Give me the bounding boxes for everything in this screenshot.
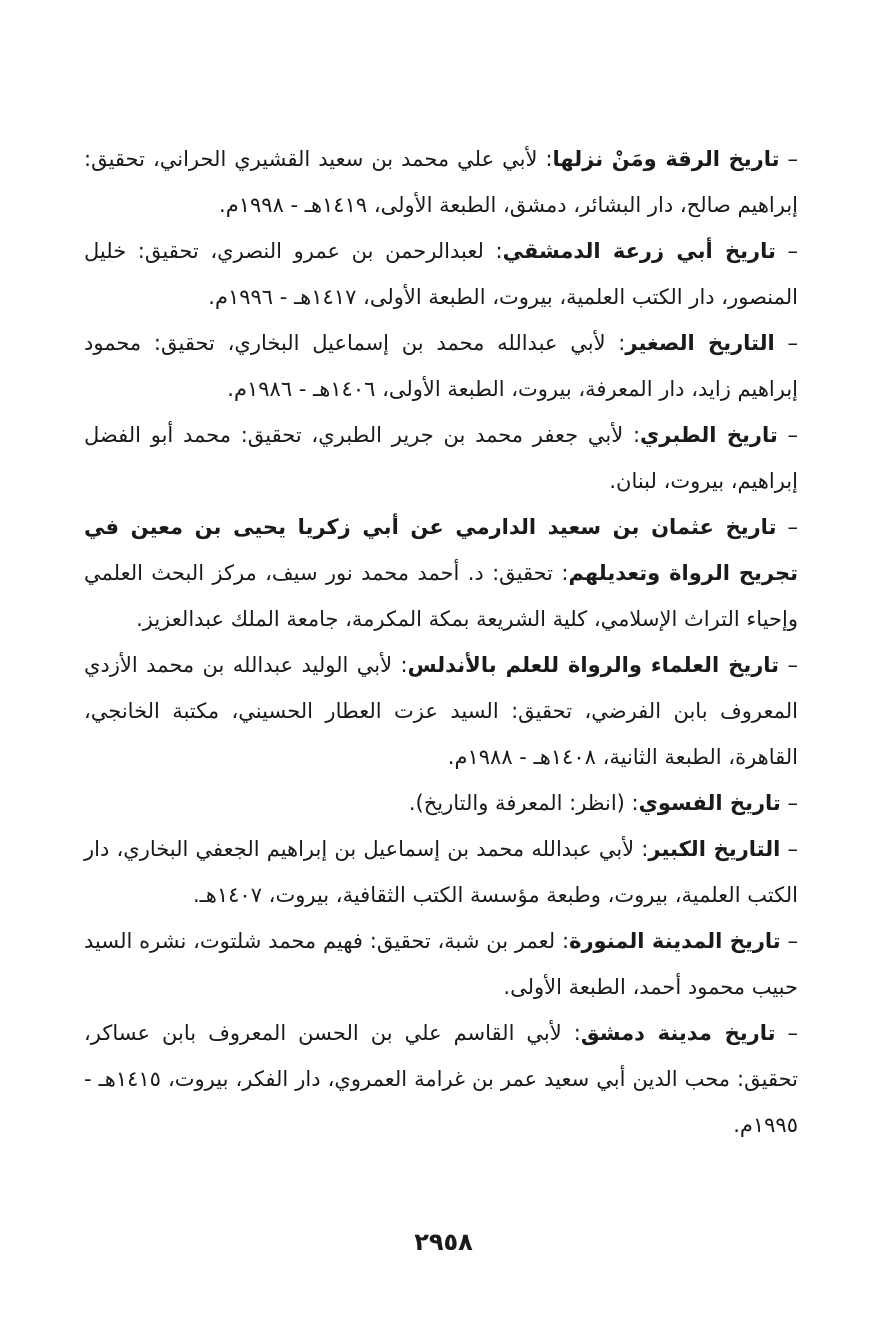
entry-dash: –: [776, 515, 798, 539]
bibliography-entry: [84, 228, 798, 320]
entry-dash: –: [780, 929, 798, 953]
bibliography-entry: [84, 826, 798, 918]
bibliography-entry: [84, 320, 798, 412]
entry-title: تاريخ الفسوي: [638, 791, 781, 815]
entry-title: تاريخ أبي زرعة الدمشقي: [502, 239, 776, 263]
entry-dash: –: [779, 147, 798, 171]
entry-dash: –: [775, 239, 798, 263]
entry-dash: –: [780, 791, 798, 815]
entry-title: تاريخ العلماء والرواة للعلم بالأندلس: [407, 653, 780, 677]
bibliography-entry: [84, 642, 798, 780]
page-number: ٢٩٥٨: [414, 1228, 473, 1256]
entry-dash: –: [775, 1021, 798, 1045]
bibliography-entry: [84, 1010, 798, 1148]
entry-text: : لعبدالرحمن بن عمرو النصري، تحقيق: خليل المنصور، دار الكتب العلمية، بيروت، الطبعة الأولى، ١٤١٧هـ - ١٩٩٦م.: [84, 239, 798, 309]
entry-title: تاريخ المدينة المنورة: [569, 929, 781, 953]
bibliography-entry: [84, 412, 798, 504]
entry-dash: –: [777, 423, 798, 447]
entry-dash: –: [779, 653, 798, 677]
entry-dash: –: [774, 331, 798, 355]
entry-text: : لأبي الوليد عبدالله بن محمد الأزدي المعروف بابن الفرضي، تحقيق: السيد عزت العطار الحسيني، مكتبة الخانجي، القاهرة، الطبعة الثانية، ١٤٠٨هـ - ١٩٨٨م.: [84, 653, 798, 769]
bibliography-entry: [84, 780, 798, 826]
bibliography-entry: [84, 918, 798, 1010]
entry-text: : تحقيق: د. أحمد محمد نور سيف، مركز البحث العلمي وإحياء التراث الإسلامي، كلية الشريعة بمكة المكرمة، جامعة الملك عبدالعزيز.: [84, 561, 798, 631]
entry-title: تاريخ مدينة دمشق: [580, 1021, 776, 1045]
bibliography-entry: [84, 504, 798, 642]
entry-text: : لأبي علي محمد بن سعيد القشيري الحراني، تحقيق: إبراهيم صالح، دار البشائر، دمشق، الطبعة الأولى، ١٤١٩هـ - ١٩٩٨م.: [84, 147, 798, 217]
entry-text: : (انظر: المعرفة والتاريخ).: [408, 791, 639, 815]
entry-title: التاريخ الكبير: [648, 837, 781, 861]
entry-text: : لعمر بن شبة، تحقيق: فهيم محمد شلتوت، نشره السيد حبيب محمود أحمد، الطبعة الأولى.: [84, 929, 798, 999]
bibliography-page: [84, 136, 798, 1148]
entry-text: : لأبي عبدالله محمد بن إسماعيل البخاري، تحقيق: محمود إبراهيم زايد، دار المعرفة، بيروت، الطبعة الأولى، ١٤٠٦هـ - ١٩٨٦م.: [84, 331, 798, 401]
entry-text: : لأبي القاسم علي بن الحسن المعروف بابن عساكر، تحقيق: محب الدين أبي سعيد عمر بن غرامة العمروي، دار الفكر، بيروت، ١٤١٥هـ - ١٩٩٥م.: [84, 1021, 798, 1137]
entry-dash: –: [780, 837, 798, 861]
entry-title: تاريخ عثمان بن سعيد الدارمي عن أبي زكريا يحيى بن معين في تجريح الرواة وتعديلهم: [84, 515, 798, 585]
entry-text: : لأبي جعفر محمد بن جرير الطبري، تحقيق: محمد أبو الفضل إبراهيم، بيروت، لبنان.: [84, 423, 798, 493]
entry-title: تاريخ الطبري: [640, 423, 778, 447]
entry-text: : لأبي عبدالله محمد بن إسماعيل بن إبراهيم الجعفي البخاري، دار الكتب العلمية، بيروت، وطبعة مؤسسة الكتب الثقافية، بيروت، ١٤٠٧هـ.: [84, 837, 798, 907]
entry-title: تاريخ الرقة ومَنْ نزلها: [552, 147, 780, 171]
bibliography-entry: [84, 136, 798, 228]
entry-title: التاريخ الصغير: [625, 331, 775, 355]
